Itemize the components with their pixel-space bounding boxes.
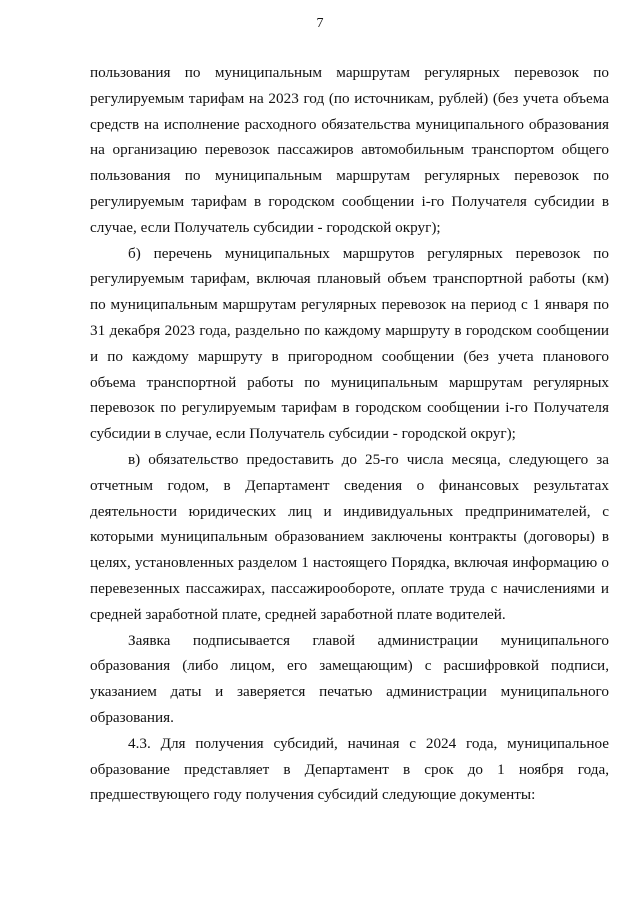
page-number: 7 (316, 16, 324, 31)
paragraph-item-v: в) обязательство предоставить до 25-го числа месяца, следующего за отчетным годом, в Департамент сведения о финансовых результатах деятельности юридических лиц и индивидуальных предпринимателей, с которыми муниципальным образованием заключены контракты (договоры) в целях, установленных разделом 1 настоящего Порядка, включая информацию о перевезенных пассажирах, пассажирообороте, оплате труда с начислениями и средней заработной плате, средней заработной плате водителей. (90, 450, 609, 623)
paragraph-section-4-3: 4.3. Для получения субсидий, начиная с 2024 года, муниципальное образование представляет в Департамент в срок до 1 ноября года, предшествующего году получения субсидий следующие документы: (90, 734, 609, 804)
document-body (90, 60, 609, 808)
paragraph-application-signature: Заявка подписывается главой администрации муниципального образования (либо лицом, его замещающим) с расшифровкой подписи, указанием даты и заверяется печатью администрации муниципального образования. (90, 631, 609, 726)
paragraph-continuation: пользования по муниципальным маршрутам регулярных перевозок по регулируемым тарифам на 2023 год (по источникам, рублей) (без учета объема средств на исполнение расходного обязательства муниципального образования на организацию перевозок пассажиров автомобильным транспортом общего пользования по муниципальным маршрутам регулярных перевозок по регулируемым тарифам в городском сообщении i-го Получателя субсидии в случае, если Получатель субсидии - городской округ); (90, 64, 609, 236)
paragraph-item-b: б) перечень муниципальных маршрутов регулярных перевозок по регулируемым тарифам, включая плановый объем транспортной работы (км) по муниципальным маршрутам регулярных перевозок на период с 1 января по 31 декабря 2023 года, раздельно по каждому маршруту в городском сообщении и по каждому маршруту в пригородном сообщении (без учета планового объема транспортной работы по муниципальным маршрутам регулярных перевозок по регулируемым тарифам в городском сообщении i-го Получателя субсидии в случае, если Получатель субсидии - городской округ); (90, 244, 609, 443)
